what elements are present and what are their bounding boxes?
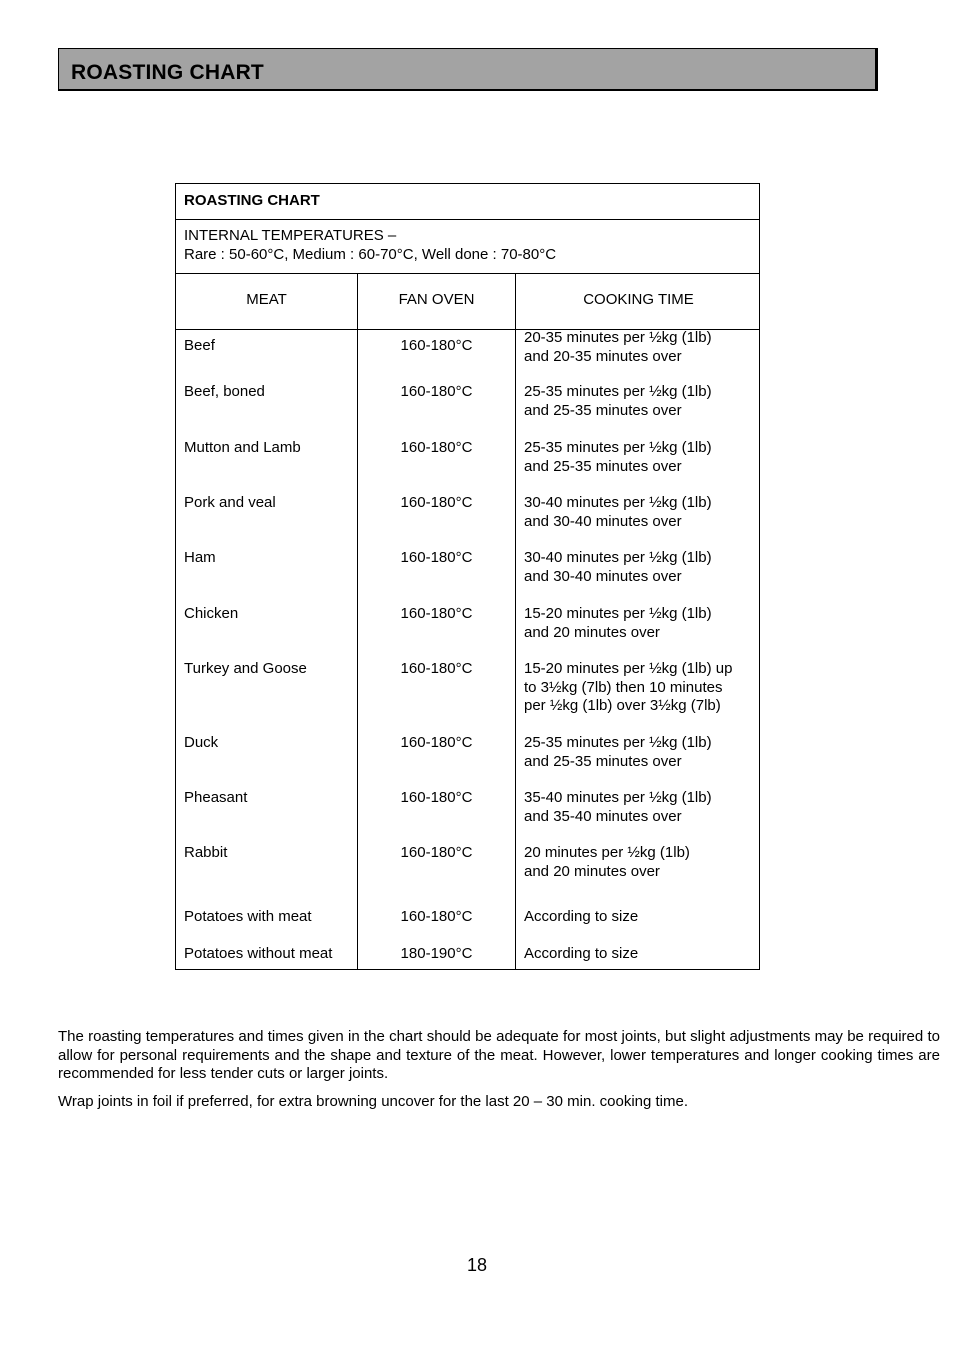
row-fan-oven-temp: 160-180°C	[400, 549, 473, 566]
column-header-fan-oven: FAN OVEN	[398, 291, 475, 308]
column-header-meat: MEAT	[246, 291, 287, 308]
row-meat: Chicken	[184, 605, 239, 622]
row-meat: Potatoes with meat	[184, 908, 312, 925]
row-cooking-time: 30-40 minutes per ½kg (1lb)	[524, 549, 712, 566]
row-cooking-time: 25-35 minutes per ½kg (1lb)	[524, 439, 712, 456]
row-meat: Rabbit	[184, 844, 228, 861]
temps-heading: INTERNAL TEMPERATURES –	[184, 227, 397, 244]
row-cooking-time: 15-20 minutes per ½kg (1lb)	[524, 605, 712, 622]
row-cooking-time: According to size	[524, 908, 639, 925]
row-cooking-time: 25-35 minutes per ½kg (1lb)	[524, 734, 712, 751]
column-header-cooking-time: COOKING TIME	[583, 291, 694, 308]
row-meat: Beef, boned	[184, 383, 265, 400]
chart-title: ROASTING CHART	[184, 192, 320, 209]
row-cooking-time: According to size	[524, 945, 639, 962]
note-paragraph-adjustments: The roasting temperatures and times given in the chart should be adequate for most joints, but slight adjustments may be required to allow for personal requirements and the shape and texture of the meat. However, lower temperatures and longer cooking times are recommended for less tender cuts or larger joints.	[58, 1028, 940, 1082]
row-fan-oven-temp: 160-180°C	[400, 383, 473, 400]
row-cooking-time: and 20-35 minutes over	[524, 347, 682, 365]
row-meat: Ham	[184, 549, 216, 566]
temps-values: Rare : 50-60°C, Medium : 60-70°C, Well done : 70-80°C	[184, 246, 557, 263]
row-cooking-time: and 25-35 minutes over	[524, 752, 682, 770]
row-meat: Pork and veal	[184, 494, 276, 511]
row-meat: Pheasant	[184, 789, 248, 806]
row-fan-oven-temp: 160-180°C	[400, 494, 473, 511]
row-meat: Potatoes without meat	[184, 945, 333, 962]
row-fan-oven-temp: 160-180°C	[400, 337, 473, 354]
column-header-row	[176, 273, 759, 330]
row-cooking-time: 25-35 minutes per ½kg (1lb)	[524, 383, 712, 400]
row-cooking-time: and 25-35 minutes over	[524, 457, 682, 475]
section-header-bar	[58, 48, 878, 91]
row-fan-oven-temp: 180-190°C	[400, 945, 473, 962]
chart-title-row	[176, 184, 759, 220]
note-paragraph-foil: Wrap joints in foil if preferred, for extra browning uncover for the last 20 – 30 min. cooking time.	[58, 1093, 689, 1110]
column-divider	[515, 273, 516, 969]
row-cooking-time: and 20 minutes over	[524, 623, 660, 641]
row-cooking-time: and 20 minutes over	[524, 862, 660, 880]
row-cooking-time: 35-40 minutes per ½kg (1lb)	[524, 789, 712, 806]
row-meat: Beef	[184, 337, 215, 354]
row-cooking-time: and 35-40 minutes over	[524, 807, 682, 825]
row-cooking-time: and 25-35 minutes over	[524, 401, 682, 419]
row-fan-oven-temp: 160-180°C	[400, 734, 473, 751]
page-number: 18	[466, 1255, 488, 1275]
row-meat: Duck	[184, 734, 219, 751]
row-cooking-time: 20 minutes per ½kg (1lb)	[524, 844, 690, 861]
row-fan-oven-temp: 160-180°C	[400, 844, 473, 861]
roasting-chart-table	[175, 183, 760, 970]
row-cooking-time: 20-35 minutes per ½kg (1lb)	[524, 329, 712, 346]
row-meat: Mutton and Lamb	[184, 439, 301, 456]
row-fan-oven-temp: 160-180°C	[400, 660, 473, 677]
row-meat: Turkey and Goose	[184, 660, 307, 677]
row-cooking-time: to 3½kg (7lb) then 10 minutes	[524, 678, 723, 696]
internal-temperatures-row	[176, 219, 759, 274]
row-fan-oven-temp: 160-180°C	[400, 439, 473, 456]
row-fan-oven-temp: 160-180°C	[400, 908, 473, 925]
row-cooking-time: 30-40 minutes per ½kg (1lb)	[524, 494, 712, 511]
row-cooking-time: per ½kg (1lb) over 3½kg (7lb)	[524, 697, 721, 714]
row-fan-oven-temp: 160-180°C	[400, 605, 473, 622]
row-cooking-time: 15-20 minutes per ½kg (1lb) up	[524, 660, 733, 677]
section-title: ROASTING CHART	[71, 61, 264, 84]
row-cooking-time: and 30-40 minutes over	[524, 512, 682, 530]
row-fan-oven-temp: 160-180°C	[400, 789, 473, 806]
row-cooking-time: and 30-40 minutes over	[524, 567, 682, 585]
